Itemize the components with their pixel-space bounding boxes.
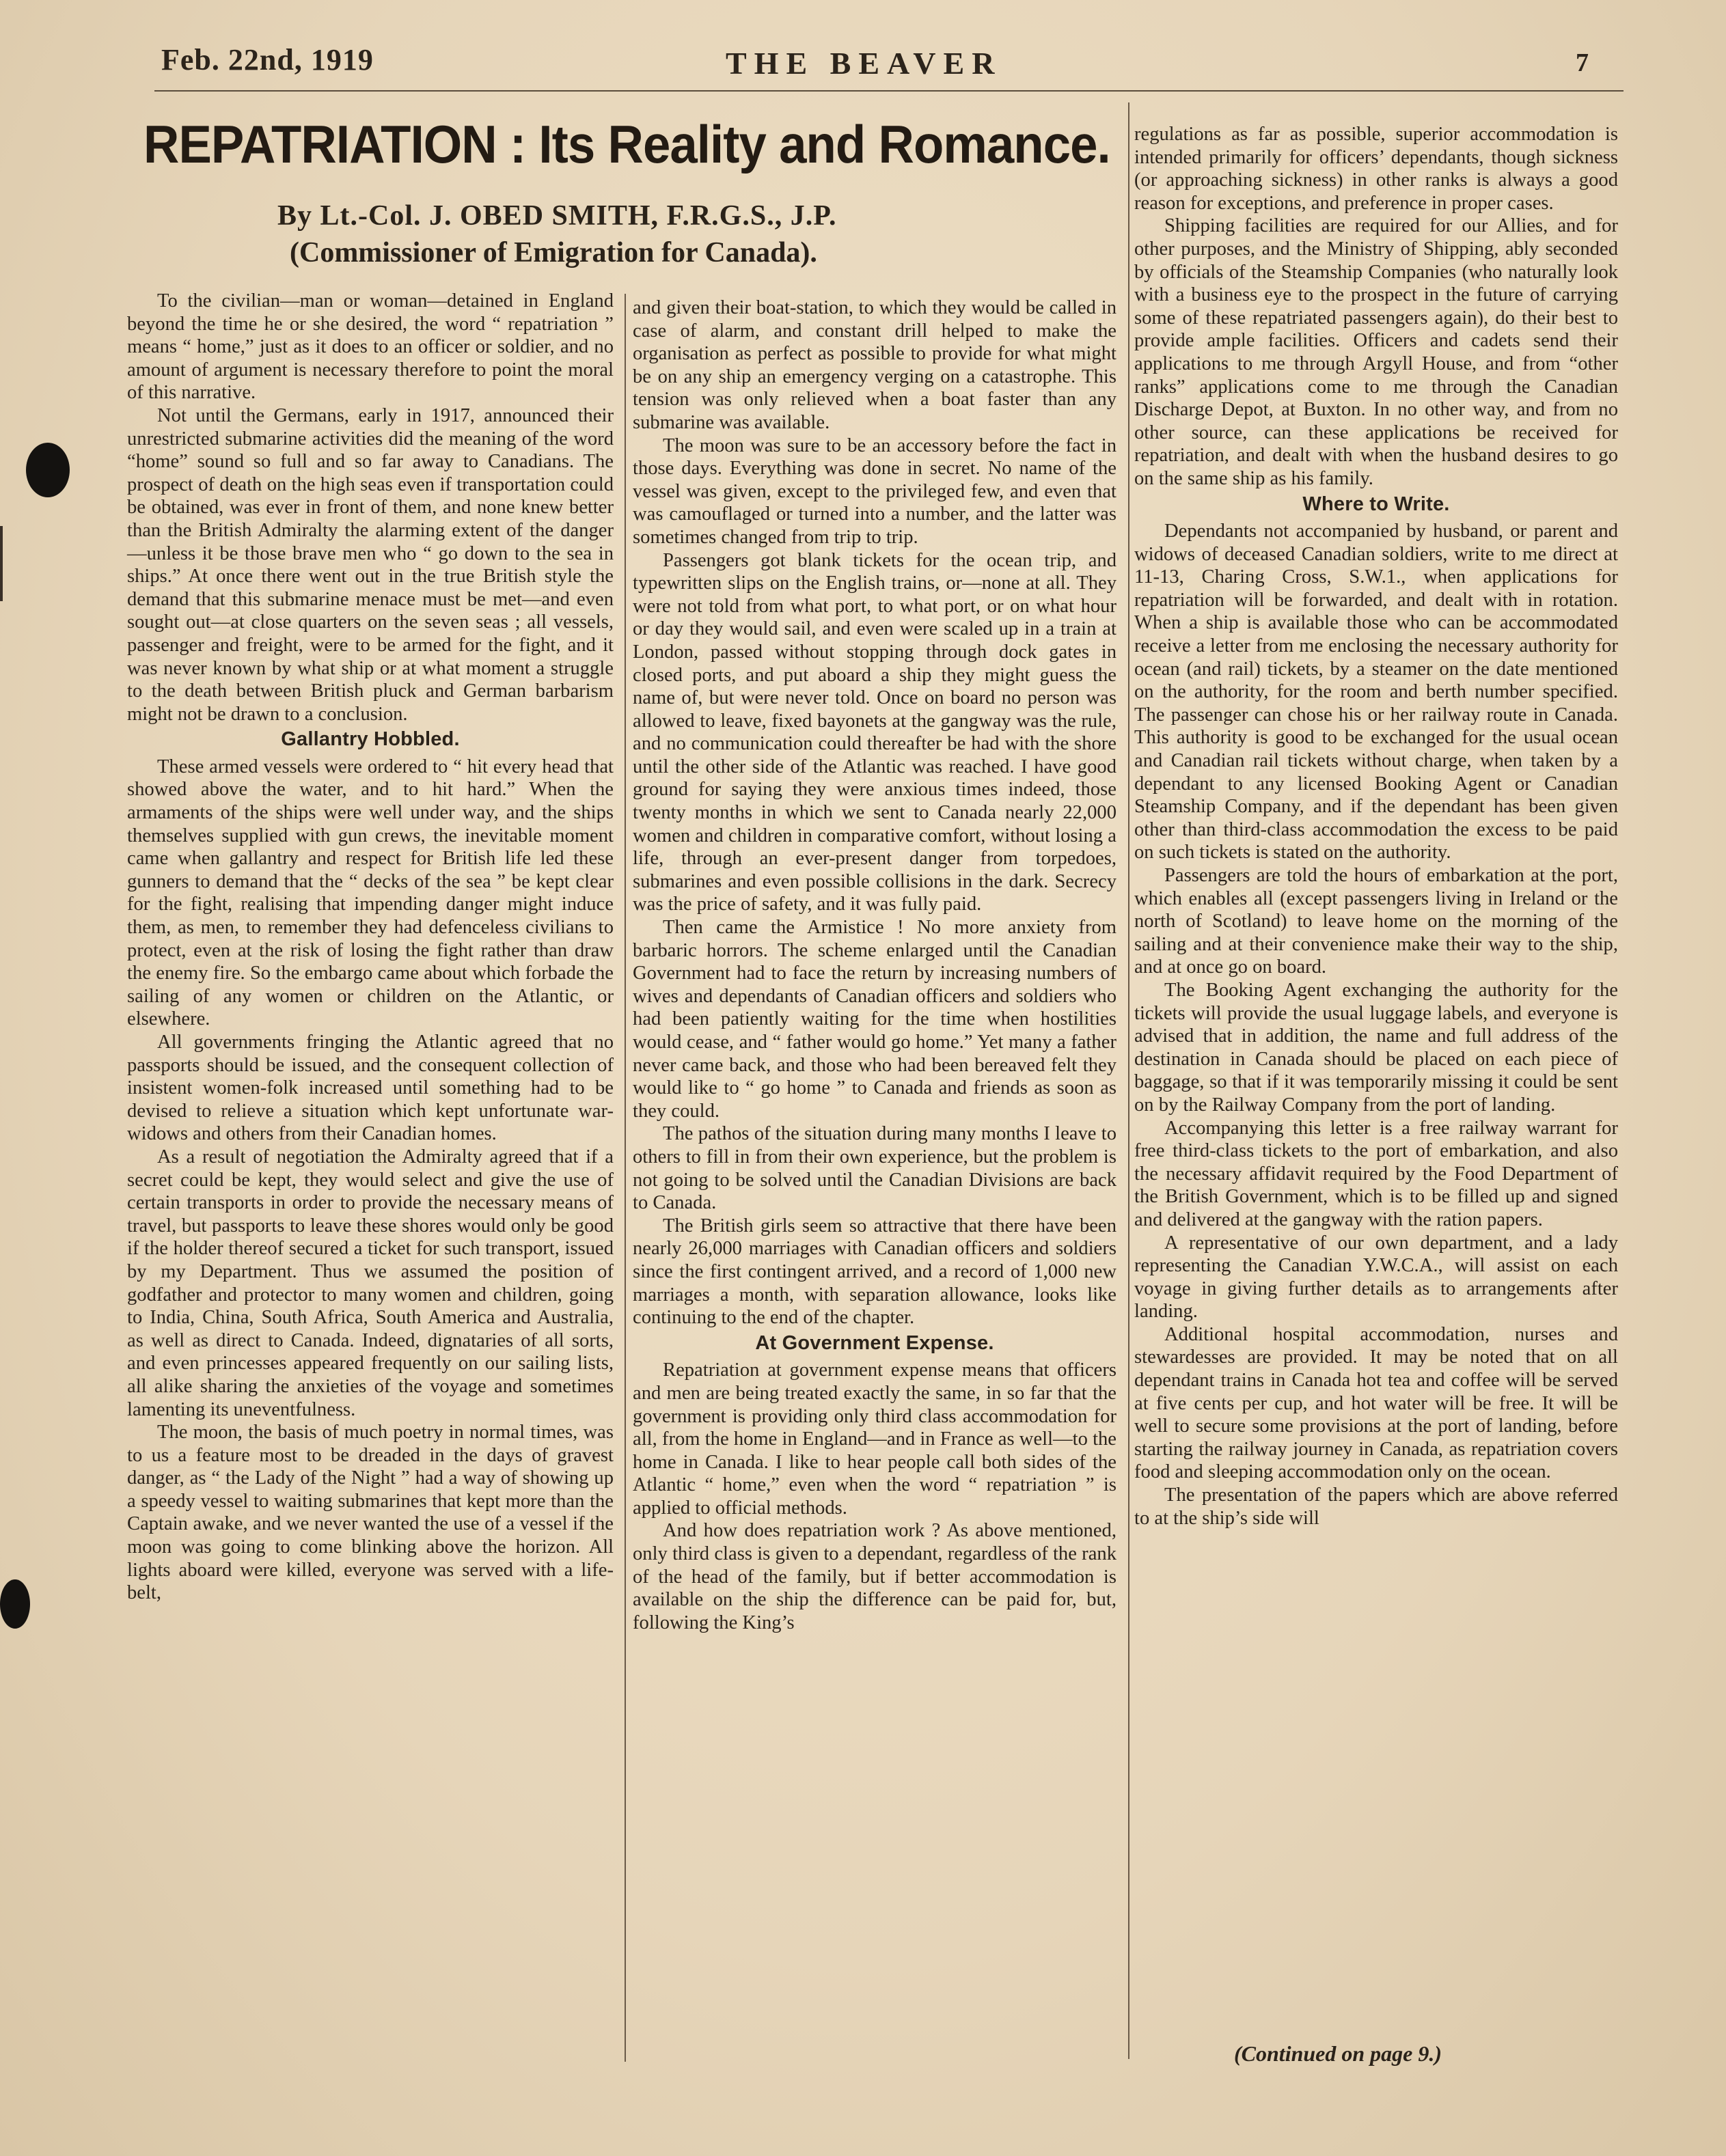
paragraph: Accompanying this letter is a free railway warrant for free third-class tickets to the port of embarkation, and also the necessary affidavit required by the Food Department of the British Government, which is to be filled up and signed and delivered at the gangway with the ration papers. bbox=[1134, 1117, 1618, 1230]
paragraph: The British girls seem so attractive that there have been nearly 26,000 marriages with Canadian officers and soldiers since the first contingent arrived, and a record of 1,000 new marriages a month, with separation allowance, looks like continuing to the end of the chapter. bbox=[633, 1215, 1117, 1329]
binding-hole-top bbox=[26, 443, 70, 497]
paragraph: Passengers got blank tickets for the ocean trip, and typewritten slips on the English trains, or—none at all. They were not told from what port, to what port, or on what hour or day they would sail, and even were scaled up in a train at London, passed without stopping through dock gates in closed ports, and put aboard a ship they might guess the name of, but were never told. Once on board no person was allowed to leave, fixed bayonets at the gangway was the rule, and no communication could thereafter be had with the shore until the other side of the Atlantic was reached. I have good ground for saying they were anxious times indeed, those twenty months in which we sent to Canada nearly 22,000 women and children in comparative comfort, without losing a life, through an ever-present danger from torpedoes, submarines and even possible collisions in the dark. Secrecy was the price of safety, and it was fully paid. bbox=[633, 549, 1117, 915]
paragraph: Dependants not accompanied by husband, or parent and widows of deceased Canadian soldiers, write to me direct at 11-13, Charing Cross, S.W.1., when applications for repatriation will be forwarded, and dealt with in rotation. When a ship is available those who can be accommodated receive a letter from me enclosing the necessary authority for ocean (and rail) tickets, by a steamer on the date mentioned on the authority, for the room and berth number specified. The passenger can chose his or her railway route in Canada. This authority is good to be exchanged for the usual ocean and Canadian rail tickets without charge, when taken by a dependant to any licensed Booking Agent or Canadian Steamship Company, and if the dependant has been given other than third-class accommodation the excess to be paid on such tickets is stated on the authority. bbox=[1134, 521, 1618, 863]
paragraph: Repatriation at government expense means that officers and men are being treated exactly the same, in so far that the government is providing only third class accommodation for all, from the home in England—and in France as well—to the home in Canada. I like to hear people call both sides of the Atlantic “ home,” even when the word “ repatriation ” is applied to official methods. bbox=[633, 1359, 1117, 1519]
paragraph: regulations as far as possible, superior accommodation is intended primarily for officers’ dependants, though sickness (or approaching sickness) in other ranks is always a good reason for exceptions, and preference in proper cases. bbox=[1134, 124, 1618, 214]
paragraph: Additional hospital accommodation, nurses and stewardesses are provided. It may be noted that on all dependant trains in Canada hot tea and coffee will be served at five cents per cup, and hot water will be free. It will be well to secure some provisions at the port of landing, before starting the railway journey in Canada, as repatriation covers food and sleeping accommodation only on the ocean. bbox=[1134, 1323, 1618, 1483]
paragraph: and given their boat-station, to which they would be called in case of alarm, and constant drill helped to make the organisation as perfect as possible to provide for what might be on any ship an emergency verging on a catastrophe. This tension was only relieved when a boat faster than any submarine was available. bbox=[633, 297, 1117, 433]
publication-title: THE BEAVER bbox=[726, 46, 1002, 81]
header-rule-right bbox=[1132, 90, 1624, 92]
header-rule bbox=[154, 90, 1132, 92]
paragraph: Then came the Armistice ! No more anxiety from barbaric horrors. The scheme enlarged until the Canadian Government had to face the return by increasing numbers of wives and dependants of Canadian officers and soldiers who had been patiently waiting for the time when hostilities would cease, and “ father would go home.” Yet many a father never came back, and those who had been bereaved felt they would like to “ go home ” to Canada and friends as soon as they could. bbox=[633, 917, 1117, 1122]
article-byline-subtitle: (Commissioner of Emigration for Canada). bbox=[290, 237, 817, 268]
article-column-2 bbox=[633, 296, 1117, 1634]
article-column-3 bbox=[1134, 123, 1618, 1530]
page-number: 7 bbox=[1576, 49, 1589, 77]
paragraph: The presentation of the papers which are above referred to at the ship’s side will bbox=[1134, 1484, 1618, 1529]
page-edge-mark bbox=[0, 526, 3, 601]
paragraph: Not until the Germans, early in 1917, announced their unrestricted submarine activities did the meaning of the word “home” sound so full and so far away to Canadians. The prospect of death on the high seas even if transportation could be obtained, was ever in front of them, and none knew better than the British Admiralty the alarming extent of the danger—unless it be those brave men who “ go down to the sea in ships.” At once there went out in the true British style the demand that this submarine menace must be met—and even sought out—at close quarters on the seven seas ; all vessels, passenger and freight, were to be armed for the fight, and it was never known by what ship or at what moment a struggle to the death between British pluck and German barbarism might not be drawn to a conclusion. bbox=[127, 404, 614, 725]
binding-hole-bottom bbox=[0, 1579, 30, 1629]
paragraph: And how does repatriation work ? As above mentioned, only third class is given to a dependant, regardless of the rank of the head of the family, but if better accommodation is available on the ship the difference can be paid for, but, following the King’s bbox=[633, 1520, 1117, 1633]
paragraph: The Booking Agent exchanging the authority for the tickets will provide the usual luggage labels, and everyone is advised that in addition, the name and full address of the destination in Canada should be placed on each piece of baggage, so that if it was temporarily missing it could be sent on by the Railway Company from the port of landing. bbox=[1134, 979, 1618, 1116]
paragraph: The pathos of the situation during many months I leave to others to fill in from their own experience, but the problem is not going to be solved until the Canadian Divisions are back to Canada. bbox=[633, 1123, 1117, 1214]
column-divider-right bbox=[1128, 102, 1129, 2059]
issue-date: Feb. 22nd, 1919 bbox=[161, 43, 374, 77]
section-heading: Where to Write. bbox=[1302, 493, 1450, 515]
paragraph: As a result of negotiation the Admiralty agreed that if a secret could be kept, they would select and give the use of certain transports in order to provide the necessary means of travel, but passports to leave these shores would only be good if the holder thereof secured a ticket for such transport, issued by my Department. Thus we assumed the position of godfather and protector to many women and children, going to India, China, South Africa, South America and Australia, as well as direct to Canada. Indeed, dignataries of all sorts, and even princesses appeared frequently on our sailing lists, all alike sharing the anxieties of the voyage and sometimes lamenting its uneventfulness. bbox=[127, 1146, 614, 1420]
continued-note: (Continued on page 9.) bbox=[1234, 2041, 1442, 2066]
paragraph: These armed vessels were ordered to “ hit every head that showed above the water, and to hit hard.” When the armaments of the ships were well under way, and the ships themselves supplied with gun crews, the inevitable moment came when gallantry and respect for British life led these gunners to demand that the “ decks of the sea ” be kept clear for the fight, realising that impending danger might induce them, as men, to remember they had defenceless civilians to protect, even at the risk of losing the fight rather than draw the enemy fire. So the embargo came about which forbade the sailing of any women or children on the Atlantic, or elsewhere. bbox=[127, 756, 614, 1030]
article-headline: REPATRIATION : Its Reality and Romance. bbox=[143, 114, 1110, 174]
paragraph: The moon, the basis of much poetry in normal times, was to us a feature most to be dreaded in the days of gravest danger, as “ the Lady of the Night ” had a way of showing up a speedy vessel to waiting submarines that kept more than the Captain awake, and we never wanted the use of a vessel if the moon was going to come blinking above the horizon. All lights aboard were killed, everyone was served with a life-belt, bbox=[127, 1422, 614, 1604]
paragraph: All governments fringing the Atlantic agreed that no passports should be issued, and the consequent collection of insistent women-folk increased until something had to be devised to relieve a situation which kept unfortunate war-widows and others from their Canadian homes. bbox=[127, 1032, 614, 1145]
section-heading: At Government Expense. bbox=[755, 1331, 994, 1354]
column-divider-left bbox=[625, 294, 626, 2062]
section-heading: Gallantry Hobbled. bbox=[281, 728, 460, 751]
paragraph: To the civilian—man or woman—detained in England beyond the time he or she desired, the word “ repatriation ” means “ home,” just as it does to an officer or soldier, and no amount of argument is necessary therefore to point the moral of this narrative. bbox=[127, 290, 614, 404]
article-column-1 bbox=[127, 290, 614, 1605]
paragraph: The moon was sure to be an accessory before the fact in those days. Everything was done in secret. No name of the vessel was given, except to the privileged few, and even that was camouflaged or turned into a number, and the latter was sometimes changed from trip to trip. bbox=[633, 434, 1117, 548]
paragraph: Shipping facilities are required for our Allies, and for other purposes, and the Ministry of Shipping, ably seconded by officials of the Steamship Companies (who naturally look with a business eye to the prospect in the future of carrying some of these repatriated passengers again), do their best to provide ample facilities. Officers and cadets send their applications to me through Argyll House, and from “other ranks” applications come to me through the Canadian Discharge Depot, at Buxton. In no other way, and from no other source, can these applications be received for repatriation, and dealt with when the husband desires to go on the same ship as his family. bbox=[1134, 215, 1618, 489]
article-byline: By Lt.-Col. J. OBED SMITH, F.R.G.S., J.P. bbox=[277, 200, 837, 232]
paragraph: A representative of our own department, and a lady representing the Canadian Y.W.C.A., will assist on each voyage in giving further details as to arrangements after landing. bbox=[1134, 1232, 1618, 1323]
paragraph: Passengers are told the hours of embarkation at the port, which enables all (except passengers living in Ireland or the north of Scotland) to leave home on the morning of the sailing and at their convenience make their way to the ship, and at once go on board. bbox=[1134, 865, 1618, 978]
